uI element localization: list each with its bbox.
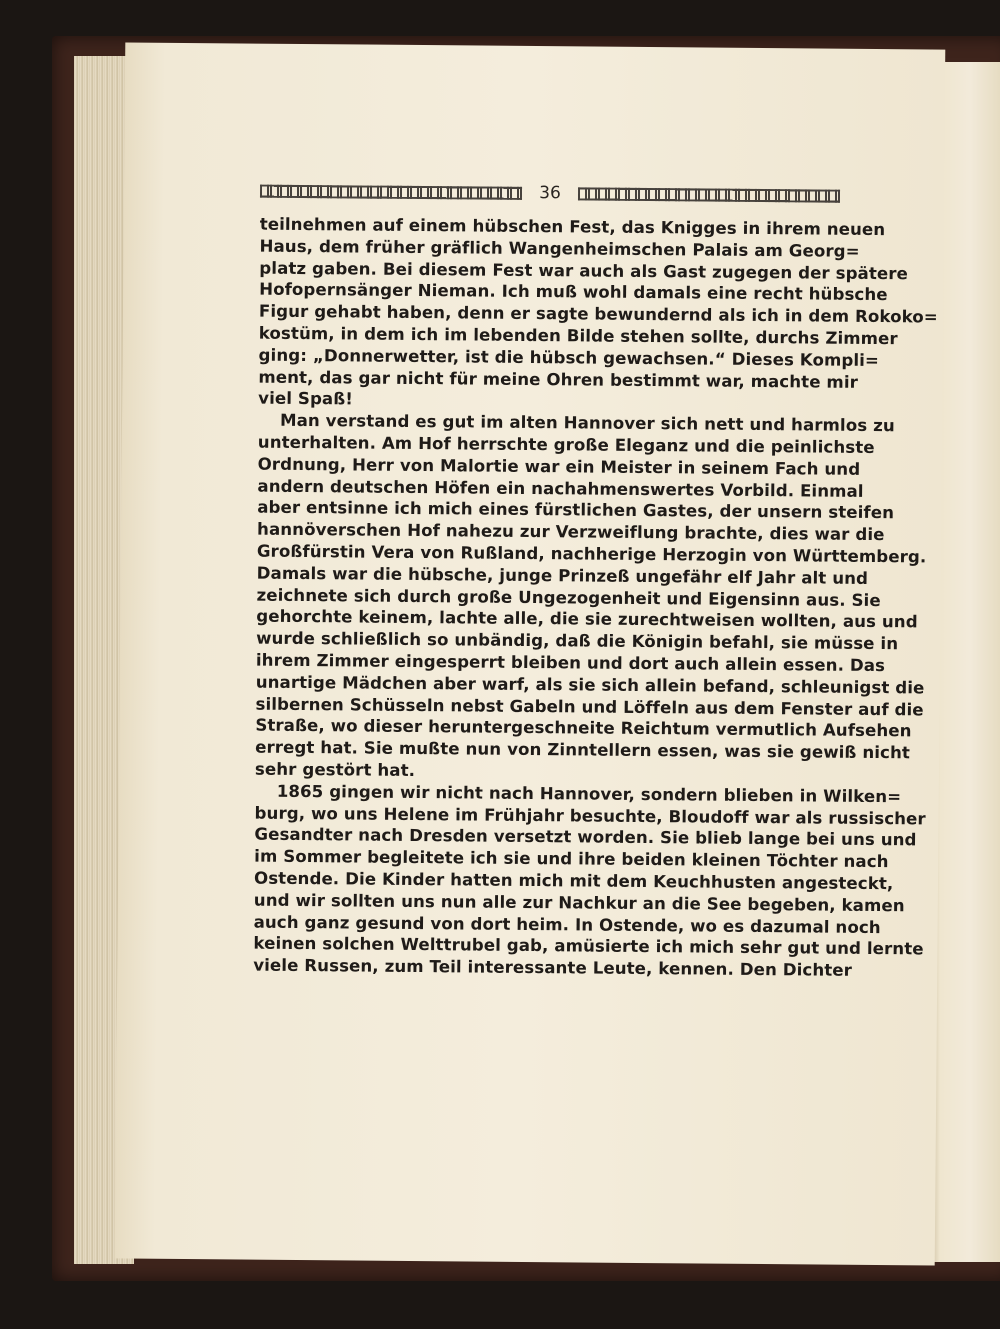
text-line: und wir sollten uns nun alle zur Nachkur an die See begeben, kamen xyxy=(253,890,905,915)
text-line: teilnehmen auf einem hübschen Fest, das Knigges in ihrem neuen xyxy=(259,214,886,240)
text-line: sehr gestört hat. xyxy=(254,759,416,780)
text-line: erregt hat. Sie mußte nun von Zinntellern essen, was sie gewiß nicht xyxy=(255,737,911,763)
text-line: hannöverschen Hof nahezu zur Verzweiflung brachte, dies war die xyxy=(256,519,885,545)
greek-key-ornament-right xyxy=(578,187,840,202)
text-line: im Sommer begleitete ich sie und ihre beiden kleinen Töchter nach xyxy=(254,846,889,872)
text-line: Ostende. Die Kinder hatten mich mit dem Keuchhusten angesteckt, xyxy=(253,868,894,894)
text-line: Hofopernsänger Nieman. Ich muß wohl damals eine recht hübsche xyxy=(259,280,888,305)
text-line: Figur gehabt haben, denn er sagte bewundernd als ich in dem Rokoko= xyxy=(258,301,938,327)
paragraph-3 xyxy=(253,780,926,981)
text-line: platz gaben. Bei diesem Fest war auch als Gast zugegen der spätere xyxy=(259,258,909,283)
text-line: Damals war die hübsche, junge Prinzeß ungefähr elf Jahr alt und xyxy=(256,563,869,588)
page-body xyxy=(253,214,938,982)
text-line: kostüm, in dem ich im lebenden Bilde stehen sollte, durchs Zimmer xyxy=(258,323,898,349)
text-line: Man verstand es gut im alten Hannover sich nett und harmlos zu xyxy=(279,410,895,436)
text-line: gehorchte keinem, lachte alle, die sie zurechtweisen wollten, aus und xyxy=(256,606,918,632)
text-line: unterhalten. Am Hof herrschte große Eleganz und die peinlichste xyxy=(257,432,875,457)
book-page xyxy=(115,42,946,1265)
text-line: viel Spaß! xyxy=(258,388,354,409)
text-line: aber entsinne ich mich eines fürstlichen Gastes, der unsern steifen xyxy=(257,497,895,523)
text-line: silbernen Schüsseln nebst Gabeln und Löffeln aus dem Fenster auf die xyxy=(255,694,924,719)
text-line: Haus, dem früher gräflich Wangenheimschen Palais am Georg= xyxy=(259,236,860,261)
text-line: ihrem Zimmer eingesperrt bleiben und dort auch allein essen. Das xyxy=(255,650,886,676)
text-line: wurde schließlich so unbändig, daß die Königin befahl, sie müsse in xyxy=(256,628,899,654)
text-line: Großfürstin Vera von Rußland, nachherige Herzogin von Württemberg. xyxy=(256,541,927,567)
page-header xyxy=(260,180,840,207)
text-line: ment, das gar nicht für meine Ohren bestimmt war, machte mir xyxy=(258,367,859,392)
paragraph-2 xyxy=(254,410,927,786)
text-line: burg, wo uns Helene im Frühjahr besuchte, Bloudoff war als russischer xyxy=(254,803,926,828)
greek-key-ornament-left xyxy=(260,184,522,199)
text-line: andern deutschen Höfen ein nachahmenswertes Vorbild. Einmal xyxy=(257,476,864,501)
text-line: zeichnete sich durch große Ungezogenheit und Eigensinn aus. Sie xyxy=(256,585,881,610)
paragraph-1 xyxy=(258,214,938,415)
text-line: 1865 gingen wir nicht nach Hannover, sondern blieben in Wilken= xyxy=(276,781,902,806)
text-line: Gesandter nach Dresden versetzt worden. Sie blieb lange bei uns und xyxy=(254,824,917,850)
text-line: unartige Mädchen aber warf, als sie sich allein befand, schleunigst die xyxy=(255,672,925,698)
text-line: ging: „Donnerwetter, ist die hübsch gewachsen.“ Dieses Kompli= xyxy=(258,345,880,370)
page-number: 36 xyxy=(539,183,561,204)
text-line: keinen solchen Welttrubel gab, amüsierte ich mich sehr gut und lernte xyxy=(253,933,924,959)
text-line: auch ganz gesund von dort heim. In Ostende, wo es dazumal noch xyxy=(253,912,881,937)
text-line: Straße, wo dieser heruntergeschneite Reichtum vermutlich Aufsehen xyxy=(255,715,912,741)
text-line: viele Russen, zum Teil interessante Leute, kennen. Den Dichter xyxy=(253,955,853,980)
text-line: Ordnung, Herr von Malortie war ein Meister in seinem Fach und xyxy=(257,454,861,479)
